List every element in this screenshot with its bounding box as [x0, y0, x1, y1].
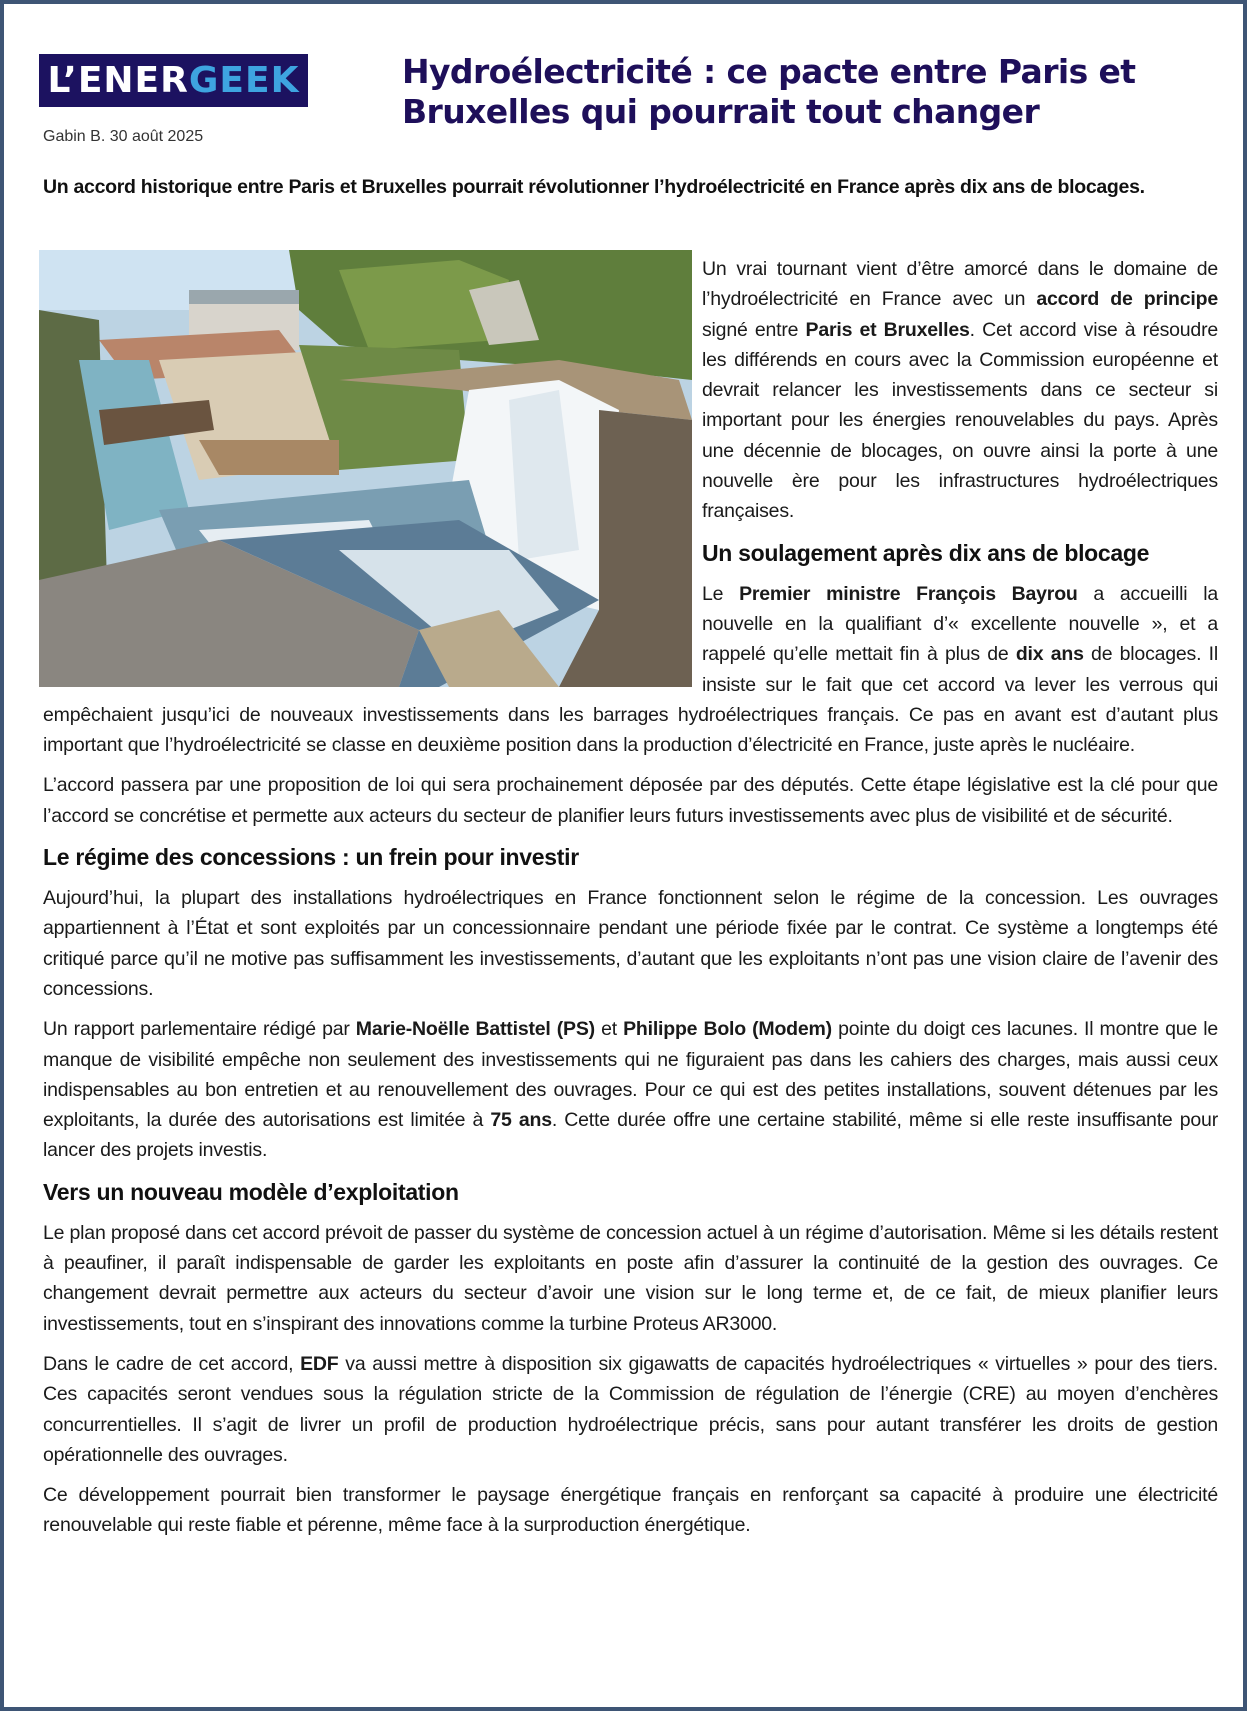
paragraph-5: Un rapport parlementaire rédigé par Marie-Noëlle Battistel (PS) et Philippe Bolo (Modem) pointe du doigt ces lacunes. Il montre que le manque de visibilité empêche non seulement des investissements qui ne figuraient pas dans les cahiers des charges, mais aussi ceux indispensables au bon entretien et au renouvellement des ouvrages. Pour ce qui est des petites installations, souvent détenues par les exploitants, la durée des autorisations est limitée à 75 ans. Cette durée offre une certaine stabilité, même si elle reste insuffisante pour lancer des projets investis.	[43, 1018, 1218, 1162]
paragraph-6: Le plan proposé dans cet accord prévoit de passer du système de concession actuel à un régime d’autorisation. Même si les détails restent à peaufiner, il paraît indispensable de garder les exploitants en poste afin d’assurer la continuité de la gestion des ouvrages. Ce changement devrait permettre aux acteurs du secteur d’avoir une vision sur le long terme et, de ce fait, de mieux planifier leurs investissements, tout en s’inspirant des innovations comme la turbine Proteus AR3000.	[43, 1221, 1218, 1335]
byline: Gabin B. 30 août 2025	[43, 128, 204, 145]
logo-text-white: L’ENER	[47, 60, 189, 101]
section-heading-concessions: Le régime des concessions : un frein pour investir	[43, 844, 579, 871]
section-heading-nouveau-modele: Vers un nouveau modèle d’exploitation	[43, 1178, 459, 1205]
paragraph-2: Le Premier ministre François Bayrou a accueilli la nouvelle en la qualifiant d’« excellente nouvelle », et a rappelé qu’elle mettait fin à plus de dix ans de blocages. Il insiste sur le fait que cet accord va lever les verrous qui empêchaient jusqu’ici de nouveaux investissements dans les barrages hydroélectriques français. Ce pas en avant est d’autant plus important que l’hydroélectricité se classe en deuxième position dans la production d’électricité en France, juste après le nucléaire.	[43, 582, 1218, 757]
logo-text-blue: GEEK	[188, 60, 300, 101]
article-title: Hydroélectricité : ce pacte entre Paris et Bruxelles qui pourrait tout changer	[402, 52, 1136, 131]
photo-illustration	[39, 250, 692, 687]
paragraph-3: L’accord passera par une proposition de loi qui sera prochainement déposée par des députés. Cette étape législative est la clé pour que l’accord se concrétise et permette aux acteurs du secteur de planifier leurs futurs investissements avec plus de visibilité et de sécurité.	[43, 774, 1218, 827]
paragraph-7: Dans le cadre de cet accord, EDF va aussi mettre à disposition six gigawatts de capacités hydroélectriques « virtuelles » pour des tiers. Ces capacités seront vendues sous la régulation stricte de la Commission de régulation de l’énergie (CRE) au moyen d’enchères concurrentielles. Il s’agit de livrer un profil de production hydroélectrique précis, sans pour autant transférer les droits de gestion opérationnelle des ouvrages.	[43, 1352, 1218, 1466]
paragraph-1: Un vrai tournant vient d’être amorcé dans le domaine de l’hydroélectricité en France avec un accord de principe signé entre Paris et Bruxelles. Cet accord vise à résoudre les différends en cours avec la Commission européenne et devrait relancer les investissements dans ce secteur si important pour les énergies renouvelables du pays. Après une décennie de blocages, on ouvre ainsi la porte à une nouvelle ère pour les infrastructures hydroélectriques françaises.	[702, 258, 1219, 523]
article-lead: Un accord historique entre Paris et Bruxelles pourrait révolutionner l’hydroélectricité en France après dix ans de blocages.	[43, 176, 1145, 198]
site-logo[interactable]	[39, 54, 308, 107]
section-heading-soulagement: Un soulagement après dix ans de blocage	[702, 539, 1150, 566]
article-body	[43, 254, 1218, 1551]
paragraph-4: Aujourd’hui, la plupart des installations hydroélectriques en France fonctionnent selon le régime de la concession. Les ouvrages appartiennent à l’État et sont exploités par un concessionnaire pendant une période fixée par le contrat. Ce système a longtemps été critiqué parce qu’il ne motive pas suffisamment les investissements, d’autant que les exploitants n’ont pas une vision claire de l’avenir des concessions.	[43, 887, 1218, 1000]
paragraph-8: Ce développement pourrait bien transformer le paysage énergétique français en renforçant sa capacité à produire une électricité renouvelable qui reste fiable et pérenne, même face à la surproduction énergétique.	[43, 1484, 1218, 1537]
waterfall-dam-photo	[39, 250, 692, 687]
